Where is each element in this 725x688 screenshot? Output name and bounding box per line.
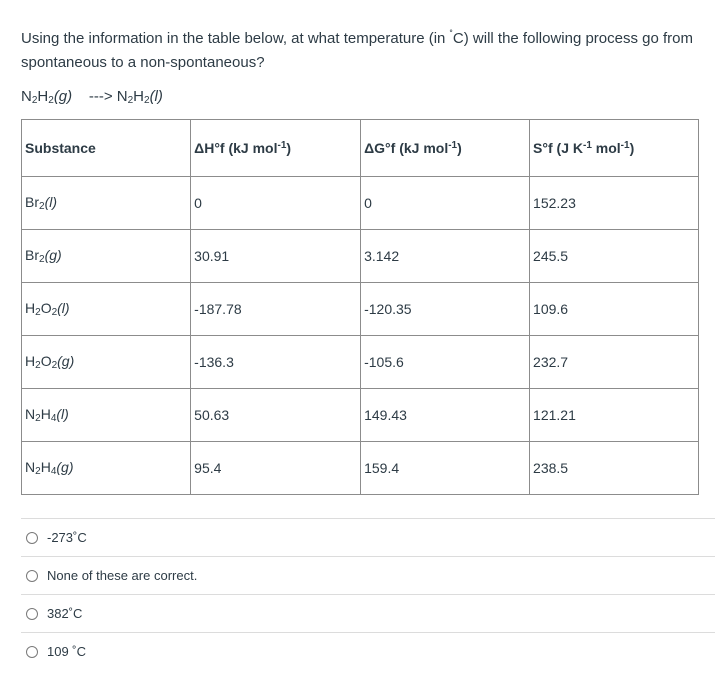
answer-options — [21, 518, 715, 670]
formula-subscript: 2 — [35, 466, 41, 477]
formula-element: N — [25, 459, 36, 475]
header-entropy-exp-1: -1 — [582, 140, 592, 151]
radio-button[interactable] — [26, 532, 38, 544]
header-delta-h-close: ) — [286, 140, 292, 156]
formula-subscript: 2 — [51, 307, 58, 318]
formula-state: (l) — [44, 194, 57, 210]
formula-element: H — [25, 353, 36, 369]
reactant-state: (g) — [53, 88, 73, 105]
formula-element: O — [40, 353, 52, 369]
delta-g-cell: -120.35 — [361, 283, 530, 336]
reactant-element-1: N — [21, 88, 32, 105]
formula-element: O — [40, 300, 52, 316]
formula-subscript: 2 — [39, 254, 45, 265]
answer-label: 382˚C — [47, 606, 83, 621]
reaction-arrow: ---> — [88, 88, 113, 105]
formula-subscript: 2 — [35, 413, 41, 424]
formula-subscript: 2 — [39, 201, 45, 212]
answer-label: -273˚C — [47, 530, 87, 545]
formula-element: H — [25, 300, 36, 316]
formula-subscript: 4 — [50, 413, 57, 424]
delta-h-cell: 0 — [191, 177, 361, 230]
delta-h-cell: -187.78 — [191, 283, 361, 336]
table-row — [22, 389, 699, 442]
header-entropy — [530, 120, 699, 177]
answer-option[interactable] — [21, 632, 715, 670]
entropy-cell: 238.5 — [530, 442, 699, 495]
header-delta-h-label: ΔH°f (kJ mol — [194, 140, 278, 156]
table-header-row — [22, 120, 699, 177]
answer-option[interactable] — [21, 556, 715, 594]
delta-h-cell: 50.63 — [191, 389, 361, 442]
substance-cell — [22, 230, 191, 283]
delta-h-cell: 95.4 — [191, 442, 361, 495]
delta-g-cell: 149.43 — [361, 389, 530, 442]
product-element-2: H — [133, 88, 144, 105]
substance-cell — [22, 442, 191, 495]
formula-element: N — [25, 406, 36, 422]
answer-option[interactable] — [21, 594, 715, 632]
formula-state: (g) — [44, 247, 62, 263]
question-part-2: C) will the following process go from spontaneous to a non-spontaneous? — [21, 30, 694, 71]
header-entropy-mol: mol — [591, 140, 621, 156]
formula-subscript: 2 — [51, 360, 58, 371]
header-delta-h — [191, 120, 361, 177]
reaction-equation — [21, 87, 163, 111]
delta-g-cell: -105.6 — [361, 336, 530, 389]
entropy-cell: 121.21 — [530, 389, 699, 442]
question-text — [21, 24, 711, 75]
answer-option[interactable] — [21, 518, 715, 556]
table-body — [22, 177, 699, 495]
product-subscript-2: 2 — [144, 95, 150, 106]
substance-cell — [22, 177, 191, 230]
header-delta-g-close: ) — [457, 140, 462, 156]
header-delta-g-exp: -1 — [448, 140, 458, 151]
delta-g-cell: 3.142 — [361, 230, 530, 283]
delta-h-cell: -136.3 — [191, 336, 361, 389]
substance-cell — [22, 336, 191, 389]
header-substance: Substance — [22, 120, 191, 177]
header-delta-g-label: ΔG°f (kJ mol — [364, 140, 449, 156]
delta-g-cell: 159.4 — [361, 442, 530, 495]
formula-state: (g) — [56, 459, 74, 475]
radio-button[interactable] — [26, 646, 38, 658]
entropy-cell: 232.7 — [530, 336, 699, 389]
entropy-cell: 152.23 — [530, 177, 699, 230]
product-state: (l) — [149, 88, 163, 105]
formula-state: (g) — [57, 353, 75, 369]
formula-subscript: 2 — [35, 307, 41, 318]
formula-element: Br — [25, 194, 39, 210]
table-row — [22, 283, 699, 336]
answer-label: None of these are correct. — [47, 568, 198, 583]
radio-button[interactable] — [26, 608, 38, 620]
delta-h-cell: 30.91 — [191, 230, 361, 283]
formula-element: H — [40, 406, 51, 422]
entropy-cell: 245.5 — [530, 230, 699, 283]
substance-cell — [22, 389, 191, 442]
answer-label: 109 ˚C — [47, 644, 87, 659]
substance-cell — [22, 283, 191, 336]
formula-state: (l) — [56, 406, 69, 422]
reactant-element-2: H — [37, 88, 49, 105]
table-row — [22, 230, 699, 283]
thermo-data-table — [21, 119, 699, 495]
formula-element: Br — [25, 247, 39, 263]
question-part-1: Using the information in the table below, at what temperature (in — [21, 30, 450, 47]
header-entropy-exp-2: -1 — [620, 140, 630, 151]
formula-element: H — [40, 459, 51, 475]
delta-g-cell: 0 — [361, 177, 530, 230]
product-subscript-1: 2 — [127, 95, 134, 106]
product-element-1: N — [116, 88, 128, 105]
degree-symbol: ˚ — [449, 30, 453, 41]
header-entropy-close: ) — [629, 140, 635, 156]
formula-subscript: 2 — [35, 360, 41, 371]
reactant-subscript-2: 2 — [48, 95, 54, 106]
formula-state: (l) — [57, 300, 70, 316]
header-delta-h-exp: -1 — [277, 140, 287, 151]
reactant-subscript-1: 2 — [31, 95, 38, 106]
entropy-cell: 109.6 — [530, 283, 699, 336]
formula-subscript: 4 — [50, 466, 57, 477]
radio-button[interactable] — [26, 570, 38, 582]
table-row — [22, 442, 699, 495]
table-row — [22, 177, 699, 230]
header-delta-g — [361, 120, 530, 177]
table-row — [22, 336, 699, 389]
header-entropy-label: S°f (J K — [533, 140, 583, 156]
